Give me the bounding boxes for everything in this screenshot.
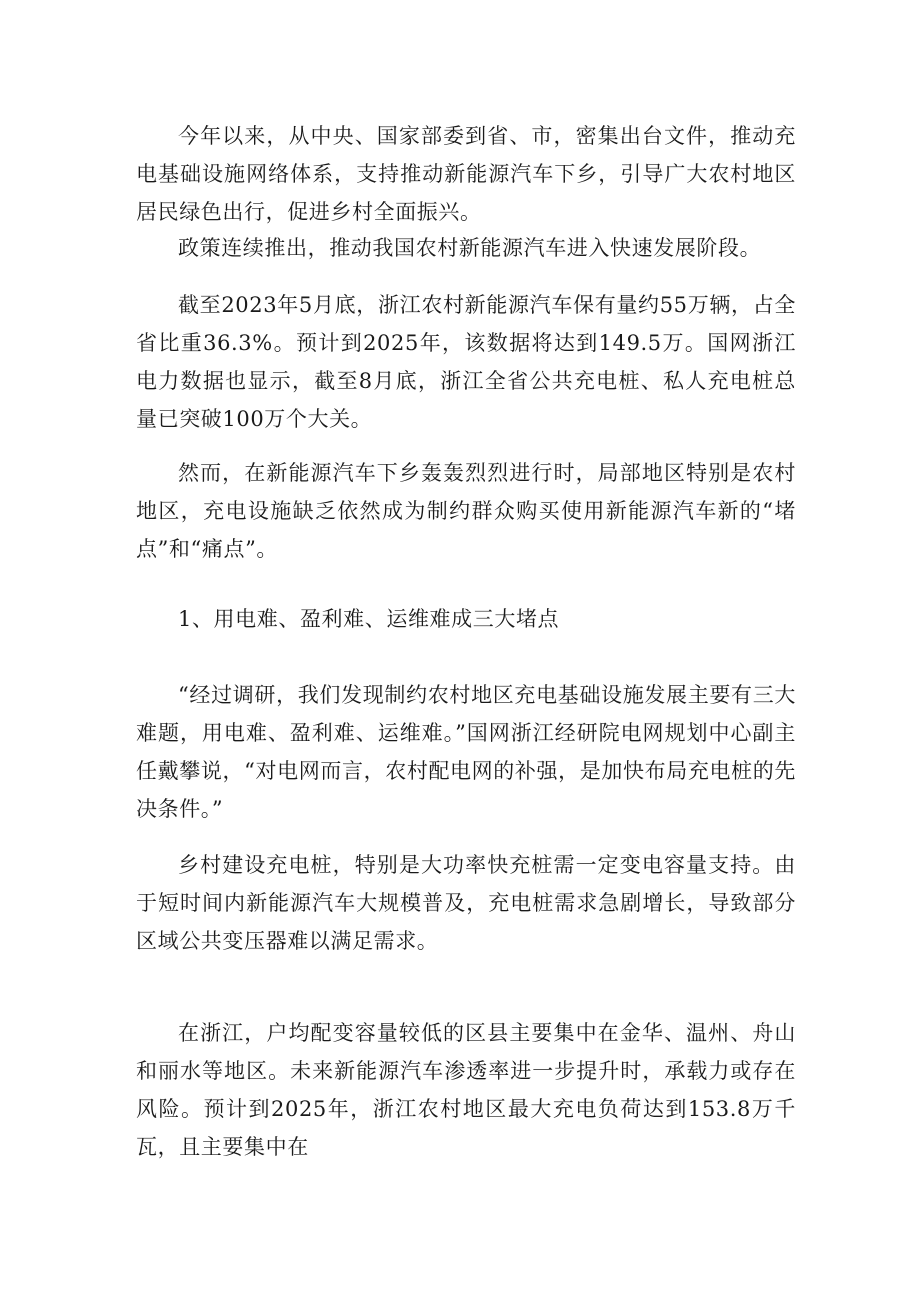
paragraph-zhejiang-stats: 截至2023年5月底，浙江农村新能源汽车保有量约55万辆，占全省比重36.3%。预计到2025年，该数据将达到149.5万。国网浙江电力数据也显示，截至8月底，浙江全省公共充电桩、私人充电桩总量已突破100万个大关。 xyxy=(136,293,796,431)
paragraph-regional-load: 在浙江，户均配变容量较低的区县主要集中在金华、温州、舟山和丽水等地区。未来新能源汽车渗透率进一步提升时，承载力或存在风险。预计到2025年，浙江农村地区最大充电负荷达到153.8万千瓦，且主要集中在 xyxy=(136,1021,796,1159)
paragraph-capacity-needs: 乡村建设充电桩，特别是大功率快充桩需一定变电容量支持。由于短时间内新能源汽车大规模普及，充电桩需求急剧增长，导致部分区域公共变压器难以满足需求。 xyxy=(136,853,796,953)
paragraph-charging-shortage: 然而，在新能源汽车下乡轰轰烈烈进行时，局部地区特别是农村地区，充电设施缺乏依然成为制约群众购买使用新能源汽车新的“堵点”和“痛点”。 xyxy=(136,461,796,561)
paragraph-research-quote: “经过调研，我们发现制约农村地区充电基础设施发展主要有三大难题，用电难、盈利难、运维难。”国网浙江经研院电网规划中心副主任戴攀说，“对电网而言，农村配电网的补强，是加快布局充电桩的先决条件。” xyxy=(136,683,796,821)
paragraph-policy-intro: 今年以来，从中央、国家部委到省、市，密集出台文件，推动充电基础设施网络体系，支持推动新能源汽车下乡，引导广大农村地区居民绿色出行，促进乡村全面振兴。 xyxy=(136,124,796,224)
paragraph-policy-stage: 政策连续推出，推动我国农村新能源汽车进入快速发展阶段。 xyxy=(178,236,762,260)
section-heading: 1、用电难、盈利难、运维难成三大堵点 xyxy=(178,607,560,631)
